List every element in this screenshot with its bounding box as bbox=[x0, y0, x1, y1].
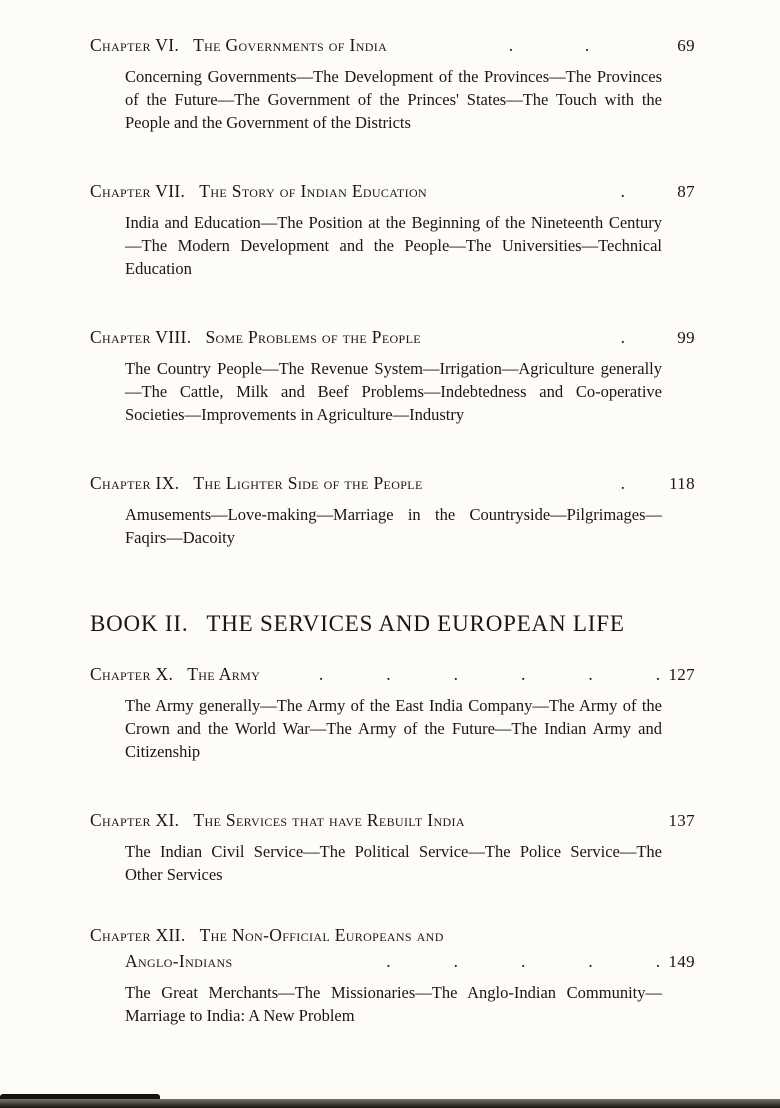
chapter-label: Chapter XI. bbox=[90, 809, 180, 830]
chapter-label: Chapter VI. bbox=[90, 35, 180, 55]
chapter-title: The Governments of India bbox=[193, 35, 388, 55]
chapter-title: The Army bbox=[187, 663, 261, 684]
chapter-title: The Services that have Rebuilt India bbox=[193, 809, 465, 830]
toc-heading-row-continued bbox=[90, 950, 695, 974]
toc-heading-row bbox=[90, 924, 695, 948]
toc-heading-row bbox=[90, 472, 695, 496]
page-number: 87 bbox=[677, 181, 695, 201]
toc-heading-row bbox=[90, 663, 695, 687]
chapter-label: Chapter IX. bbox=[90, 472, 180, 493]
dot-leader: . . . . . bbox=[386, 951, 661, 972]
toc-heading-row bbox=[90, 180, 695, 204]
chapter-summary: Amusements—Love-making—Marriage in the Countryside—Pilgrimages—Faqirs—Dacoity bbox=[125, 504, 662, 547]
dot-leader: . . . . . . bbox=[318, 663, 661, 684]
page-number: 69 bbox=[677, 36, 695, 55]
toc-heading-row bbox=[90, 34, 695, 58]
toc-entry-ch11 bbox=[90, 809, 695, 886]
chapter-summary: The Country People—The Revenue System—Irrigation—Agriculture generally—The Cattle, Milk and Beef Problems—Indebtedness and Co-operative Societies—Improvements in Agriculture—Industry bbox=[125, 358, 662, 424]
dot-leader: . bbox=[620, 180, 661, 201]
page-number: 127 bbox=[668, 664, 695, 684]
dot-leader: . . bbox=[508, 35, 661, 55]
toc-entry-ch12 bbox=[90, 924, 695, 1028]
chapter-label: Chapter X. bbox=[90, 663, 174, 684]
book-section-heading bbox=[90, 611, 695, 637]
chapter-title: The Non-Official Europeans and bbox=[199, 924, 444, 945]
page-number: 118 bbox=[669, 473, 695, 493]
chapter-label: Chapter VII. bbox=[90, 180, 186, 201]
chapter-summary: The Army generally—The Army of the East India Company—The Army of the Crown and the World War—The Army of the Future—The Indian Army and Citizenship bbox=[125, 695, 662, 761]
toc-heading-row bbox=[90, 809, 695, 833]
dot-leader: . bbox=[620, 326, 661, 347]
chapter-label: Chapter VIII. bbox=[90, 326, 192, 347]
toc-entry-ch6 bbox=[90, 34, 695, 134]
chapter-summary: India and Education—The Position at the Beginning of the Nineteenth Century—The Modern Development and the People—The Universities—Technical Education bbox=[125, 212, 662, 278]
chapter-title: Some Problems of the People bbox=[205, 326, 421, 347]
chapter-summary: Concerning Governments—The Development of the Provinces—The Provinces of the Future—The Government of the Princes' States—The Touch with the People and the Government of the Districts bbox=[125, 66, 662, 132]
dot-leader: . bbox=[620, 472, 661, 493]
toc-entry-ch10 bbox=[90, 663, 695, 763]
page-number: 137 bbox=[668, 810, 695, 830]
chapter-title: The Story of Indian Education bbox=[199, 180, 427, 201]
chapter-title-line2: Anglo-Indians bbox=[125, 951, 233, 972]
scan-edge-artifact bbox=[0, 1099, 780, 1108]
table-of-contents bbox=[90, 34, 695, 1073]
page-number: 149 bbox=[668, 952, 695, 972]
book-label: BOOK II. bbox=[90, 610, 189, 636]
chapter-summary: The Indian Civil Service—The Political Service—The Police Service—The Other Services bbox=[125, 841, 662, 884]
toc-entry-ch7 bbox=[90, 180, 695, 280]
toc-heading-row bbox=[90, 326, 695, 350]
toc-entry-ch8 bbox=[90, 326, 695, 426]
chapter-title: The Lighter Side of the People bbox=[193, 472, 423, 493]
chapter-summary: The Great Merchants—The Missionaries—The Anglo-Indian Community—Marriage to India: A New Problem bbox=[125, 983, 662, 1026]
book-title: THE SERVICES AND EUROPEAN LIFE bbox=[206, 610, 625, 636]
chapter-label: Chapter XII. bbox=[90, 924, 186, 945]
page-number: 99 bbox=[677, 327, 695, 347]
toc-entry-ch9 bbox=[90, 472, 695, 549]
